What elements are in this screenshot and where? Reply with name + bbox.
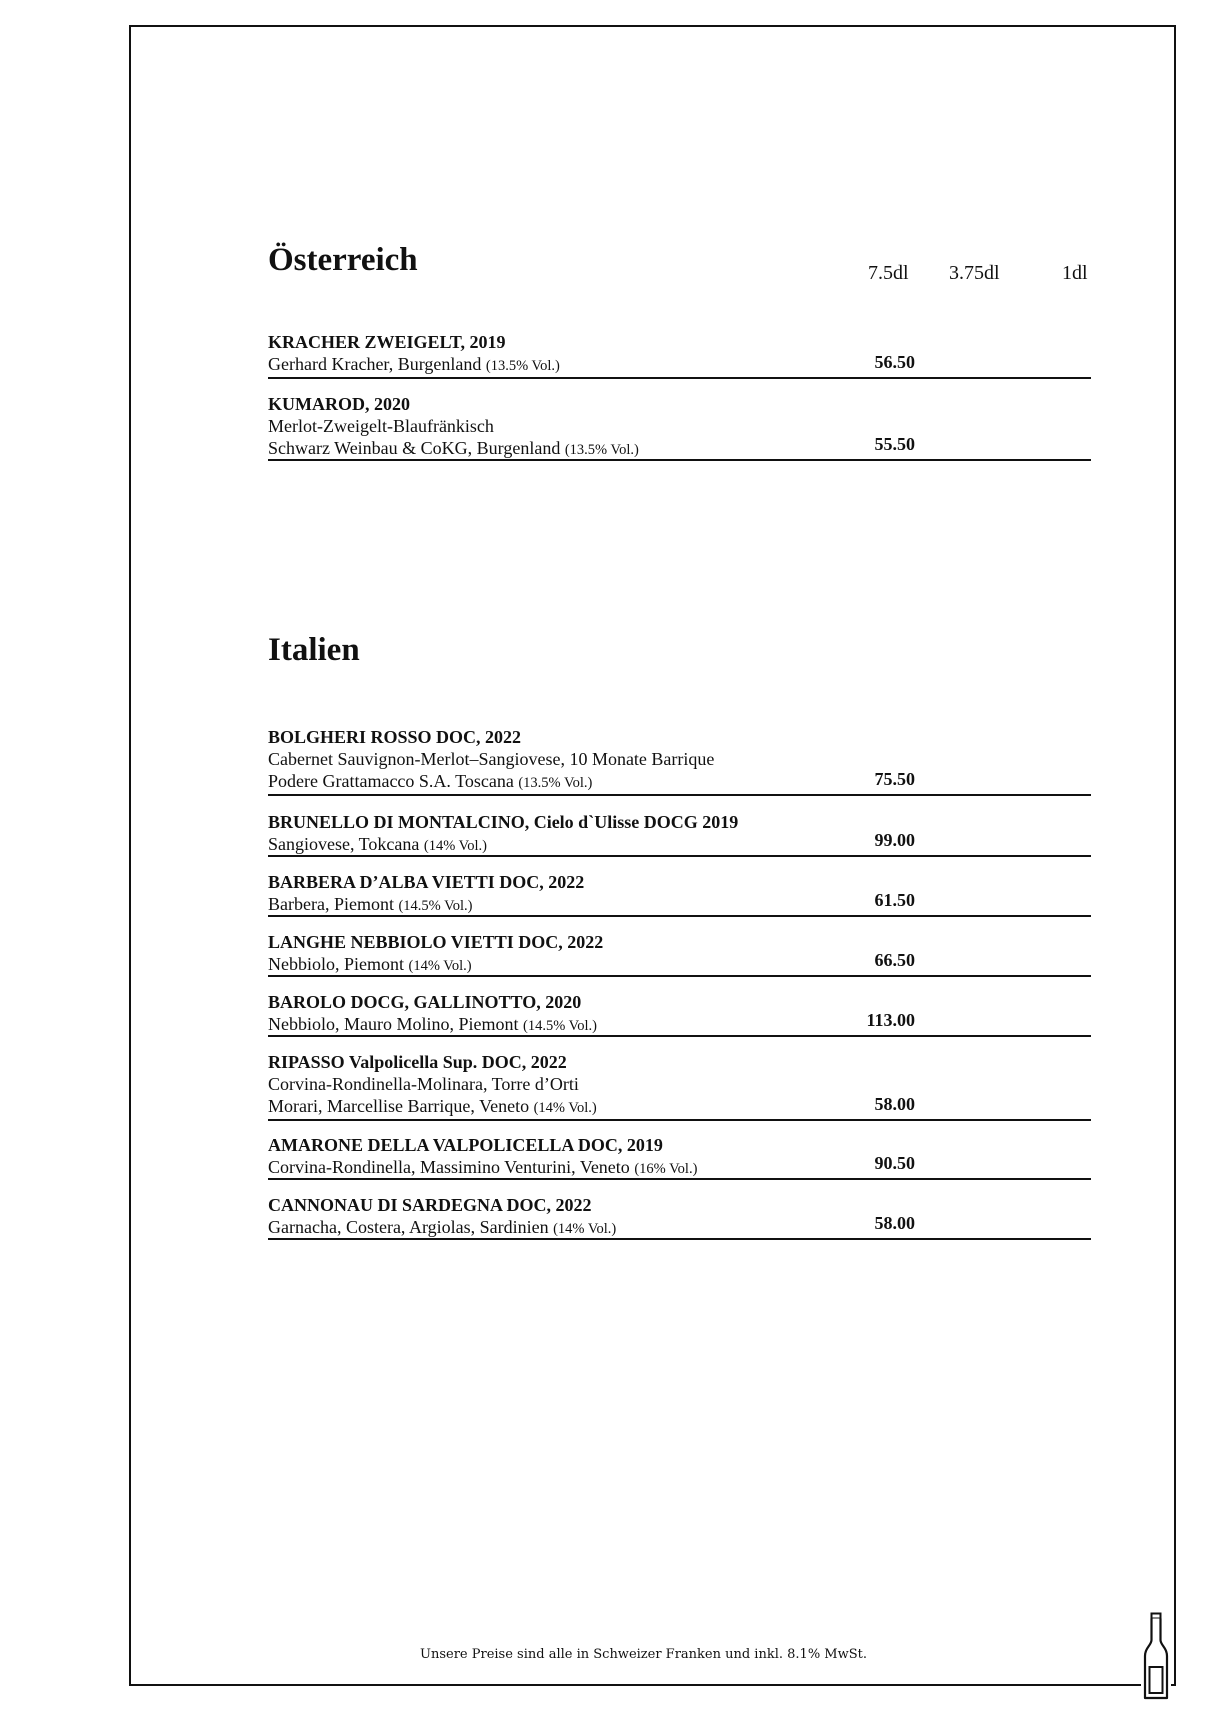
- wine-origin: Morari, Marcellise Barrique, Veneto: [268, 1096, 530, 1116]
- price-75dl: 90.50: [874, 1153, 915, 1173]
- price-75dl: 55.50: [874, 434, 915, 454]
- wine-description: [268, 437, 1091, 461]
- price-75dl: 99.00: [874, 830, 915, 850]
- wine-vol: (16% Vol.): [634, 1161, 698, 1177]
- wine-description: [268, 1013, 1091, 1037]
- wine-item: [268, 871, 1091, 917]
- wine-vol: (14% Vol.): [533, 1100, 597, 1116]
- wine-vol: (13.5% Vol.): [485, 358, 560, 374]
- wine-description: [268, 953, 1091, 977]
- wine-item: [268, 811, 1091, 857]
- wine-title: KRACHER ZWEIGELT, 2019: [268, 332, 506, 352]
- wine-bottle-icon: [1141, 1612, 1171, 1700]
- wine-item: [268, 393, 1091, 461]
- wine-title: BOLGHERI ROSSO DOC, 2022: [268, 727, 522, 747]
- column-header-75dl: 7.5dl: [868, 262, 909, 284]
- wine-grapes: Corvina-Rondinella-Molinara, Torre d’Orti: [268, 1074, 579, 1094]
- wine-description: [268, 893, 1091, 917]
- wine-title: KUMAROD, 2020: [268, 394, 410, 414]
- wine-description: [268, 770, 1091, 794]
- wine-description: [268, 1156, 1091, 1180]
- wine-origin: Nebbiolo, Mauro Molino, Piemont: [268, 1014, 519, 1034]
- wine-vol: (14% Vol.): [423, 838, 487, 854]
- wine-title: BAROLO DOCG, GALLINOTTO, 2020: [268, 992, 582, 1012]
- wine-vol: (14.5% Vol.): [398, 898, 473, 914]
- wine-origin: Corvina-Rondinella, Massimino Venturini, Veneto: [268, 1157, 630, 1177]
- wine-grapes: Merlot-Zweigelt-Blaufränkisch: [268, 416, 494, 436]
- wine-origin: Nebbiolo, Piemont: [268, 954, 404, 974]
- wine-grapes: Cabernet Sauvignon-Merlot–Sangiovese, 10 Monate Barrique: [268, 749, 715, 769]
- section-heading-oesterreich: Österreich: [268, 242, 418, 278]
- column-header-1dl: 1dl: [1062, 262, 1088, 284]
- footer-price-note: Unsere Preise sind alle in Schweizer Franken und inkl. 8.1% MwSt.: [420, 1647, 868, 1662]
- wine-item: [268, 331, 1091, 379]
- wine-item: [268, 991, 1091, 1037]
- wine-description: [268, 1216, 1091, 1240]
- price-75dl: 66.50: [874, 950, 915, 970]
- wine-origin: Podere Grattamacco S.A. Toscana: [268, 771, 514, 791]
- wine-title: CANNONAU DI SARDEGNA DOC, 2022: [268, 1195, 592, 1215]
- price-75dl: 56.50: [874, 352, 915, 372]
- wine-origin: Barbera, Piemont: [268, 894, 394, 914]
- wine-title: RIPASSO Valpolicella Sup. DOC, 2022: [268, 1052, 567, 1072]
- wine-vol: (13.5% Vol.): [518, 775, 593, 791]
- price-75dl: 58.00: [874, 1213, 915, 1233]
- wine-title: BARBERA D’ALBA VIETTI DOC, 2022: [268, 872, 585, 892]
- column-header-375dl: 3.75dl: [949, 262, 1000, 284]
- price-75dl: 58.00: [874, 1094, 915, 1114]
- wine-title: LANGHE NEBBIOLO VIETTI DOC, 2022: [268, 932, 604, 952]
- wine-vol: (14% Vol.): [408, 958, 472, 974]
- wine-item: [268, 1051, 1091, 1121]
- wine-origin: Garnacha, Costera, Argiolas, Sardinien: [268, 1217, 549, 1237]
- wine-vol: (13.5% Vol.): [564, 442, 639, 458]
- wine-origin: Schwarz Weinbau & CoKG, Burgenland: [268, 438, 561, 458]
- wine-vol: (14% Vol.): [553, 1221, 617, 1237]
- wine-item: [268, 1134, 1091, 1180]
- section-heading-italien: Italien: [268, 632, 360, 668]
- wine-description: [268, 353, 1091, 377]
- wine-title: BRUNELLO DI MONTALCINO, Cielo d`Ulisse DOCG 2019: [268, 812, 739, 832]
- wine-description: [268, 833, 1091, 857]
- wine-item: [268, 931, 1091, 977]
- wine-item: [268, 1194, 1091, 1240]
- wine-origin: Gerhard Kracher, Burgenland: [268, 354, 482, 374]
- wine-item: [268, 726, 1091, 796]
- wine-vol: (14.5% Vol.): [523, 1018, 597, 1034]
- price-75dl: 61.50: [874, 890, 915, 910]
- wine-description: [268, 1095, 1091, 1119]
- price-75dl: 75.50: [874, 769, 915, 789]
- price-75dl: 113.00: [866, 1010, 915, 1030]
- wine-title: AMARONE DELLA VALPOLICELLA DOC, 2019: [268, 1135, 663, 1155]
- wine-origin: Sangiovese, Tokcana: [268, 834, 420, 854]
